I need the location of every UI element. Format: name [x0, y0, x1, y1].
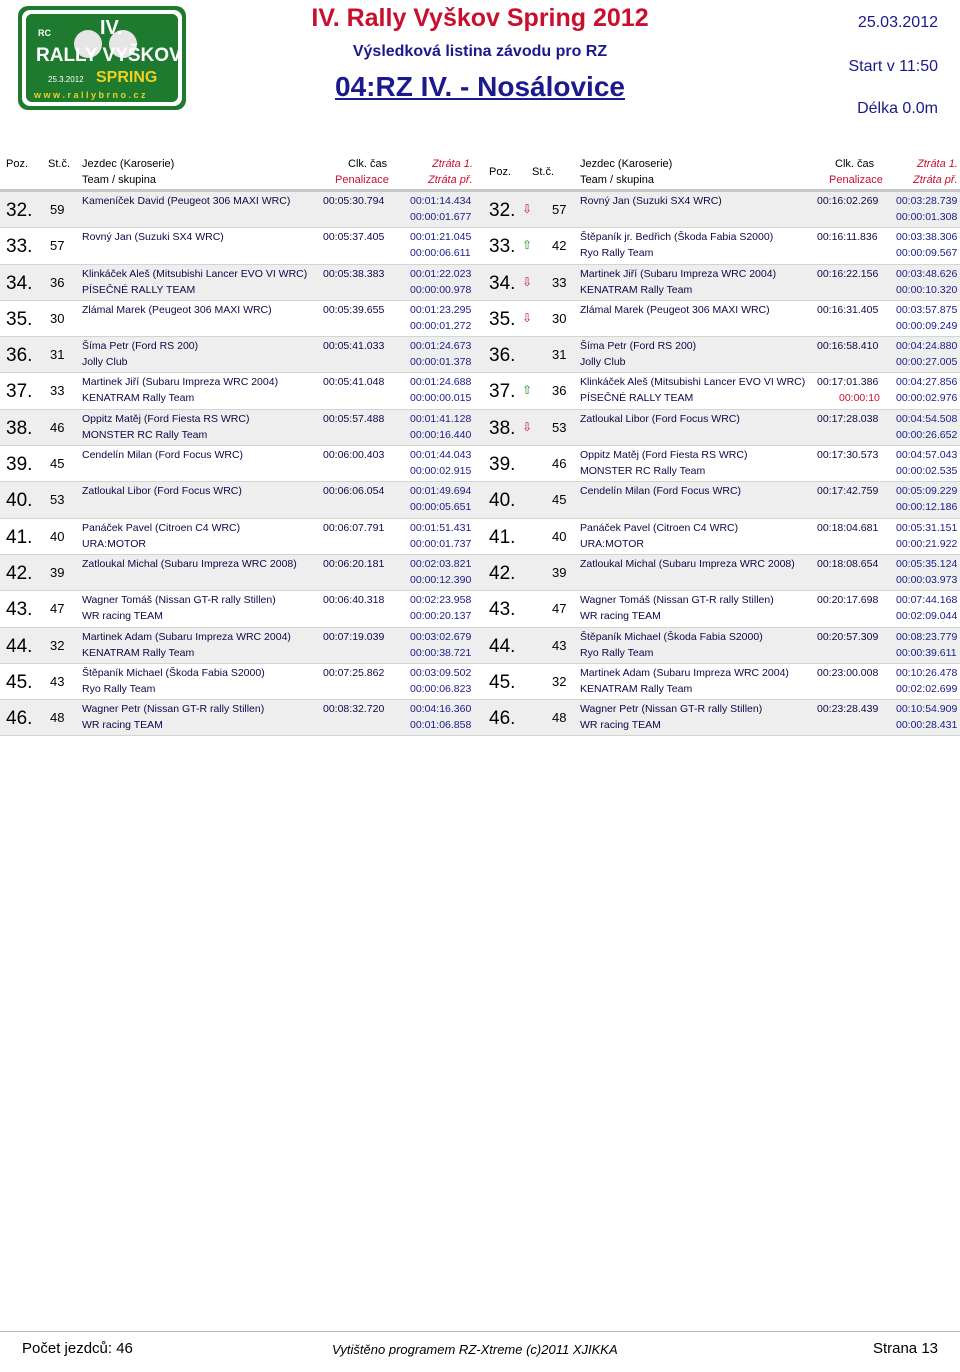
cell-stc: 40: [552, 528, 567, 544]
cell-time: 00:06:06.054: [323, 485, 385, 498]
cell-lostp: 00:00:05.651: [410, 501, 472, 514]
cell-lostp: 00:00:01.737: [410, 537, 472, 550]
cell-time: 00:17:01.386: [817, 376, 879, 389]
col-lostp: Ztráta př.: [913, 174, 958, 186]
table-row: [0, 337, 480, 373]
cell-lostp: 00:02:02.699: [896, 682, 958, 695]
cell-driver: Klinkáček Aleš (Mitsubishi Lancer EVO VI WRC): [82, 267, 308, 280]
cell-pos: 44.: [489, 635, 516, 657]
cell-stc: 30: [552, 310, 567, 326]
cell-stc: 40: [50, 528, 65, 544]
cell-pos: 39.: [6, 454, 33, 476]
cell-lost1: 00:04:24.880: [896, 340, 958, 353]
table-row: [0, 446, 480, 482]
table-row: [0, 482, 480, 518]
cell-lost1: 00:03:48.626: [896, 267, 958, 280]
cell-lost1: 00:03:28.739: [896, 195, 958, 207]
cell-stc: 45: [50, 456, 65, 472]
cell-stc: 46: [50, 419, 65, 435]
table-row: [0, 373, 480, 409]
col-team: Team / skupina: [82, 174, 156, 186]
cell-team: KENATRAM Rally Team: [82, 646, 195, 659]
cell-lostp: 00:00:01.308: [896, 211, 958, 223]
cell-team: MONSTER RC Rally Team: [82, 428, 208, 441]
cell-lostp: 00:00:26.652: [896, 428, 958, 441]
logo-line2: RALLY VYŠKOV: [36, 45, 182, 66]
cell-lostp: 00:00:09.567: [896, 247, 958, 260]
table-row: [0, 519, 480, 555]
cell-driver: Martinek Adam (Subaru Impreza WRC 2004): [82, 630, 291, 643]
cell-driver: Rovný Jan (Suzuki SX4 WRC): [82, 231, 224, 244]
cell-stc: 48: [50, 710, 65, 726]
table-row: [480, 591, 960, 627]
cell-driver: Šíma Petr (Ford RS 200): [580, 340, 697, 353]
cell-driver: Zlámal Marek (Peugeot 306 MAXI WRC): [82, 303, 272, 316]
left-results-table: [0, 192, 480, 736]
cell-stc: 32: [552, 673, 567, 689]
cell-stc: 43: [552, 637, 567, 653]
cell-time: 00:05:37.405: [323, 231, 385, 244]
cell-pos: 40.: [489, 490, 516, 512]
cell-team: Jolly Club: [580, 356, 626, 369]
cell-time: 00:23:28.439: [817, 703, 879, 716]
cell-driver: Šíma Petr (Ford RS 200): [82, 340, 199, 353]
cell-time: 00:23:00.008: [817, 666, 879, 679]
printed-by: Vytištěno programem RZ-Xtreme (c)2011 XJIKKA: [332, 1342, 618, 1357]
cell-team: WR racing TEAM: [580, 610, 661, 623]
cell-stc: 57: [552, 202, 567, 217]
cell-stc: 36: [50, 274, 65, 290]
col-time: Clk. čas: [835, 158, 875, 170]
cell-stc: 33: [552, 274, 567, 290]
table-row: [480, 373, 960, 409]
table-row: [0, 664, 480, 700]
cell-pos: 43.: [6, 599, 33, 621]
table-row: [480, 301, 960, 337]
cell-lostp: 00:00:00.978: [410, 283, 472, 296]
cell-lost1: 00:05:31.151: [896, 521, 958, 534]
event-date: 25.03.2012: [857, 14, 938, 31]
cell-stc: 47: [50, 601, 65, 617]
cell-lost1: 00:01:44.043: [410, 449, 472, 462]
cell-stc: 53: [552, 419, 567, 435]
cell-pos: 37.: [489, 381, 516, 403]
cell-team: KENATRAM Rally Team: [580, 283, 693, 296]
cell-lost1: 00:01:49.694: [410, 485, 472, 498]
cell-lost1: 00:10:54.909: [896, 703, 958, 716]
cell-pos: 45.: [6, 671, 33, 693]
cell-lost1: 00:07:44.168: [896, 594, 958, 607]
cell-lostp: 00:00:39.611: [896, 646, 957, 659]
cell-time: 00:16:02.269: [817, 195, 879, 207]
cell-lostp: 00:00:10.320: [896, 283, 958, 296]
cell-pos: 46.: [6, 708, 33, 730]
cell-team: Ryo Rally Team: [580, 247, 654, 260]
table-row: [480, 555, 960, 591]
position-down-icon: ⇩: [522, 274, 533, 289]
col-pos: Poz.: [489, 166, 512, 178]
cell-lostp: 00:00:38.721: [410, 646, 472, 659]
cell-lost1: 00:01:41.128: [410, 412, 472, 425]
position-down-icon: ⇩: [522, 310, 533, 325]
cell-driver: Oppitz Matěj (Ford Fiesta RS WRC): [580, 449, 748, 462]
table-row: [480, 410, 960, 446]
cell-pos: 39.: [489, 454, 516, 476]
results-subtitle: Výsledková listina závodu pro RZ: [352, 43, 608, 60]
cell-driver: Panáček Pavel (Citroen C4 WRC): [82, 521, 241, 534]
table-row: [480, 700, 960, 736]
table-row: [0, 410, 480, 446]
cell-time: 00:08:32.720: [323, 703, 385, 716]
stage-title: 04:RZ IV. - Nosálovice: [335, 71, 625, 102]
cell-lostp: 00:00:01.677: [410, 211, 472, 223]
cell-pos: 33.: [489, 236, 516, 258]
cell-lost1: 00:02:03.821: [410, 557, 472, 570]
cell-pos: 42.: [6, 562, 33, 584]
cell-lost1: 00:01:24.673: [410, 340, 472, 353]
cell-team: Ryo Rally Team: [580, 646, 654, 659]
cell-lostp: 00:00:27.005: [896, 356, 958, 369]
cell-stc: 43: [50, 673, 65, 689]
cell-pos: 40.: [6, 490, 33, 512]
cell-stc: 48: [552, 710, 567, 726]
logo-line3: SPRING: [96, 69, 158, 86]
cell-time: 00:05:57.488: [323, 412, 385, 425]
cell-driver: Zatloukal Libor (Ford Focus WRC): [580, 412, 740, 425]
cell-lost1: 00:05:35.124: [896, 557, 958, 570]
position-up-icon: ⇧: [522, 383, 533, 398]
cell-time: 00:17:42.759: [817, 485, 879, 498]
logo-url: w w w . r a l l y b r n o . c z: [34, 90, 146, 100]
cell-lostp: 00:00:02.915: [410, 465, 472, 478]
cell-lostp: 00:00:03.973: [896, 573, 958, 586]
cell-team: Jolly Club: [82, 356, 128, 369]
cell-time: 00:05:38.383: [323, 267, 385, 280]
table-row: [480, 482, 960, 518]
cell-pos: 35.: [489, 308, 516, 330]
col-lost1: Ztráta 1.: [917, 158, 958, 170]
cell-team: KENATRAM Rally Team: [580, 682, 693, 695]
cell-lostp: 00:00:28.431: [896, 719, 958, 732]
cell-team: PÍSEČNÉ RALLY TEAM: [580, 392, 694, 405]
cell-pos: 33.: [6, 236, 33, 258]
footer-divider: [0, 1331, 960, 1332]
cell-stc: 42: [552, 238, 567, 254]
cell-lostp: 00:00:00.015: [410, 392, 472, 405]
cell-lostp: 00:00:06.611: [410, 247, 471, 260]
cell-lost1: 00:03:02.679: [410, 630, 472, 643]
cell-driver: Zatloukal Libor (Ford Focus WRC): [82, 485, 242, 498]
table-row: [0, 301, 480, 337]
cell-team: KENATRAM Rally Team: [82, 392, 195, 405]
cell-lostp: 00:00:12.186: [896, 501, 958, 514]
cell-time: 00:20:57.309: [817, 630, 879, 643]
cell-lostp: 00:02:09.044: [896, 610, 958, 623]
cell-lost1: 00:04:54.508: [896, 412, 958, 425]
cell-time: 00:07:25.862: [323, 666, 385, 679]
table-row: [480, 265, 960, 301]
cell-pos: 44.: [6, 635, 33, 657]
cell-time: 00:16:31.405: [817, 303, 879, 316]
table-row: [0, 700, 480, 736]
cell-lost1: 00:01:24.688: [410, 376, 472, 389]
cell-pos: 46.: [489, 708, 516, 730]
table-row: [480, 519, 960, 555]
cell-lostp: 00:00:20.137: [410, 610, 472, 623]
cell-driver: Zlámal Marek (Peugeot 306 MAXI WRC): [580, 303, 770, 316]
cell-driver: Wagner Petr (Nissan GT-R rally Stillen): [580, 703, 763, 716]
table-row: [0, 192, 480, 228]
cell-driver: Martinek Jiří (Subaru Impreza WRC 2004): [580, 267, 777, 280]
cell-stc: 30: [50, 310, 65, 326]
logo-line4: 25.3.2012: [48, 75, 84, 84]
cell-driver: Oppitz Matěj (Ford Fiesta RS WRC): [82, 412, 250, 425]
cell-team: PÍSEČNÉ RALLY TEAM: [82, 283, 196, 296]
cell-pos: 36.: [6, 345, 33, 367]
cell-time: 00:06:00.403: [323, 449, 385, 462]
table-row: [480, 446, 960, 482]
cell-driver: Wagner Tomáš (Nissan GT-R rally Stillen): [580, 594, 774, 607]
cell-stc: 45: [552, 492, 567, 508]
cell-pos: 37.: [6, 381, 33, 403]
cell-time: 00:16:11.836: [817, 231, 878, 244]
cell-stc: 36: [552, 383, 567, 399]
cell-driver: Kameníček David (Peugeot 306 MAXI WRC): [82, 195, 291, 207]
col-time: Clk. čas: [348, 158, 388, 170]
cell-team: WR racing TEAM: [580, 719, 661, 732]
col-penalty: Penalizace: [829, 174, 883, 186]
cell-driver: Wagner Tomáš (Nissan GT-R rally Stillen): [82, 594, 276, 607]
cell-driver: Zatloukal Michal (Subaru Impreza WRC 2008): [82, 557, 297, 570]
col-driver: Jezdec (Karoserie): [82, 158, 175, 170]
table-row: [480, 664, 960, 700]
cell-lost1: 00:01:51.431: [410, 521, 472, 534]
stage-length: Délka 0.0m: [857, 100, 938, 117]
table-row: [0, 228, 480, 264]
cell-lostp: 00:00:02.535: [896, 465, 958, 478]
col-lost1: Ztráta 1.: [432, 158, 473, 170]
col-stc: St.č.: [532, 166, 555, 178]
page-number: Strana 13: [872, 1340, 938, 1357]
cell-lost1: 00:04:16.360: [410, 703, 472, 716]
cell-lostp: 00:00:09.249: [896, 319, 958, 332]
col-driver: Jezdec (Karoserie): [580, 158, 673, 170]
cell-time: 00:07:19.039: [323, 630, 385, 643]
cell-lost1: 00:01:21.045: [410, 231, 472, 244]
cell-penalty: 00:00:10: [839, 392, 880, 405]
cell-driver: Štěpaník Michael (Škoda Fabia S2000): [82, 666, 265, 679]
cell-lost1: 00:03:38.306: [896, 231, 958, 244]
cell-lostp: 00:00:16.440: [410, 428, 472, 441]
cell-time: 00:06:20.181: [323, 557, 385, 570]
cell-stc: 57: [50, 238, 65, 254]
cell-time: 00:05:30.794: [323, 195, 385, 207]
cell-pos: 42.: [489, 562, 516, 584]
cell-time: 00:17:30.573: [817, 449, 879, 462]
table-row: [480, 337, 960, 373]
logo-line1: IV.: [100, 17, 123, 39]
cell-pos: 36.: [489, 345, 516, 367]
cell-lost1: 00:03:09.502: [410, 666, 472, 679]
cell-driver: Rovný Jan (Suzuki SX4 WRC): [580, 195, 722, 207]
table-row: [0, 591, 480, 627]
right-results-table: [480, 192, 960, 736]
cell-time: 00:16:22.156: [817, 267, 879, 280]
cell-driver: Klinkáček Aleš (Mitsubishi Lancer EVO VI WRC): [580, 376, 806, 389]
col-lostp: Ztráta př.: [428, 174, 473, 186]
cell-time: 00:17:28.038: [817, 412, 879, 425]
table-row: [480, 628, 960, 664]
cell-lost1: 00:10:26.478: [896, 666, 958, 679]
cell-time: 00:16:58.410: [817, 340, 879, 353]
cell-pos: 35.: [6, 308, 33, 330]
col-stc: St.č.: [48, 158, 71, 170]
cell-stc: 31: [552, 347, 567, 363]
cell-lost1: 00:01:22.023: [410, 267, 472, 280]
cell-lost1: 00:03:57.875: [896, 303, 958, 316]
col-penalty: Penalizace: [335, 174, 389, 186]
cell-pos: 38.: [6, 417, 33, 439]
cell-team: WR racing TEAM: [82, 719, 163, 732]
cell-stc: 39: [552, 564, 567, 580]
cell-time: 00:18:04.681: [817, 521, 879, 534]
cell-time: 00:05:39.655: [323, 303, 385, 316]
cell-stc: 32: [50, 637, 65, 653]
cell-lostp: 00:00:12.390: [410, 573, 472, 586]
cell-pos: 34.: [6, 272, 33, 294]
cell-team: URA:MOTOR: [82, 537, 146, 550]
cell-lostp: 00:00:06.823: [410, 682, 472, 695]
table-row: [0, 628, 480, 664]
cell-pos: 34.: [489, 272, 516, 294]
cell-driver: Martinek Jiří (Subaru Impreza WRC 2004): [82, 376, 279, 389]
table-row: [480, 192, 960, 228]
cell-driver: Cendelín Milan (Ford Focus WRC): [580, 485, 742, 498]
cell-lost1: 00:04:27.856: [896, 376, 958, 389]
cell-lostp: 00:00:21.922: [896, 537, 958, 550]
cell-stc: 46: [552, 456, 567, 472]
cell-team: WR racing TEAM: [82, 610, 163, 623]
cell-lostp: 00:00:01.272: [410, 319, 472, 332]
driver-count: Počet jezdců: 46: [22, 1340, 133, 1357]
cell-lost1: 00:08:23.779: [896, 630, 958, 643]
cell-time: 00:20:17.698: [817, 594, 879, 607]
cell-team: MONSTER RC Rally Team: [580, 465, 706, 478]
cell-lostp: 00:00:02.976: [896, 392, 958, 405]
col-team: Team / skupina: [580, 174, 654, 186]
cell-lostp: 00:00:01.378: [410, 356, 472, 369]
start-time: Start v 11:50: [848, 58, 938, 75]
table-row: [0, 555, 480, 591]
cell-pos: 32.: [6, 200, 33, 221]
cell-lost1: 00:05:09.229: [896, 485, 958, 498]
col-pos: Poz.: [6, 158, 29, 170]
cell-time: 00:18:08.654: [817, 557, 879, 570]
cell-pos: 43.: [489, 599, 516, 621]
cell-lost1: 00:01:14.434: [410, 195, 472, 207]
cell-driver: Panáček Pavel (Citroen C4 WRC): [580, 521, 739, 534]
cell-driver: Zatloukal Michal (Subaru Impreza WRC 2008): [580, 557, 795, 570]
cell-time: 00:06:40.318: [323, 594, 385, 607]
cell-driver: Štěpaník Michael (Škoda Fabia S2000): [580, 630, 763, 643]
cell-stc: 39: [50, 564, 65, 580]
cell-driver: Cendelín Milan (Ford Focus WRC): [82, 449, 244, 462]
position-down-icon: ⇩: [522, 202, 533, 216]
position-up-icon: ⇧: [522, 238, 533, 253]
cell-time: 00:06:07.791: [323, 521, 385, 534]
cell-stc: 47: [552, 601, 567, 617]
table-row: [480, 228, 960, 264]
event-title: IV. Rally Vyškov Spring 2012: [311, 4, 649, 32]
cell-stc: 33: [50, 383, 65, 399]
cell-team: Ryo Rally Team: [82, 682, 156, 695]
cell-lost1: 00:04:57.043: [896, 449, 958, 462]
cell-stc: 53: [50, 492, 65, 508]
cell-pos: 41.: [489, 526, 516, 548]
cell-lostp: 00:01:06.858: [410, 719, 472, 732]
cell-time: 00:05:41.048: [323, 376, 385, 389]
cell-lost1: 00:01:23.295: [410, 303, 472, 316]
cell-pos: 38.: [489, 417, 516, 439]
cell-pos: 41.: [6, 526, 33, 548]
cell-driver: Wagner Petr (Nissan GT-R rally Stillen): [82, 703, 265, 716]
cell-time: 00:05:41.033: [323, 340, 385, 353]
cell-driver: Martinek Adam (Subaru Impreza WRC 2004): [580, 666, 789, 679]
logo-rc: RC: [38, 28, 51, 38]
cell-stc: 59: [50, 202, 65, 217]
cell-pos: 45.: [489, 671, 516, 693]
cell-team: URA:MOTOR: [580, 537, 644, 550]
position-down-icon: ⇩: [522, 419, 533, 434]
cell-stc: 31: [50, 347, 65, 363]
cell-lost1: 00:02:23.958: [410, 594, 472, 607]
cell-driver: Štěpaník jr. Bedřich (Škoda Fabia S2000): [580, 231, 774, 244]
cell-pos: 32.: [489, 200, 516, 221]
table-row: [0, 265, 480, 301]
